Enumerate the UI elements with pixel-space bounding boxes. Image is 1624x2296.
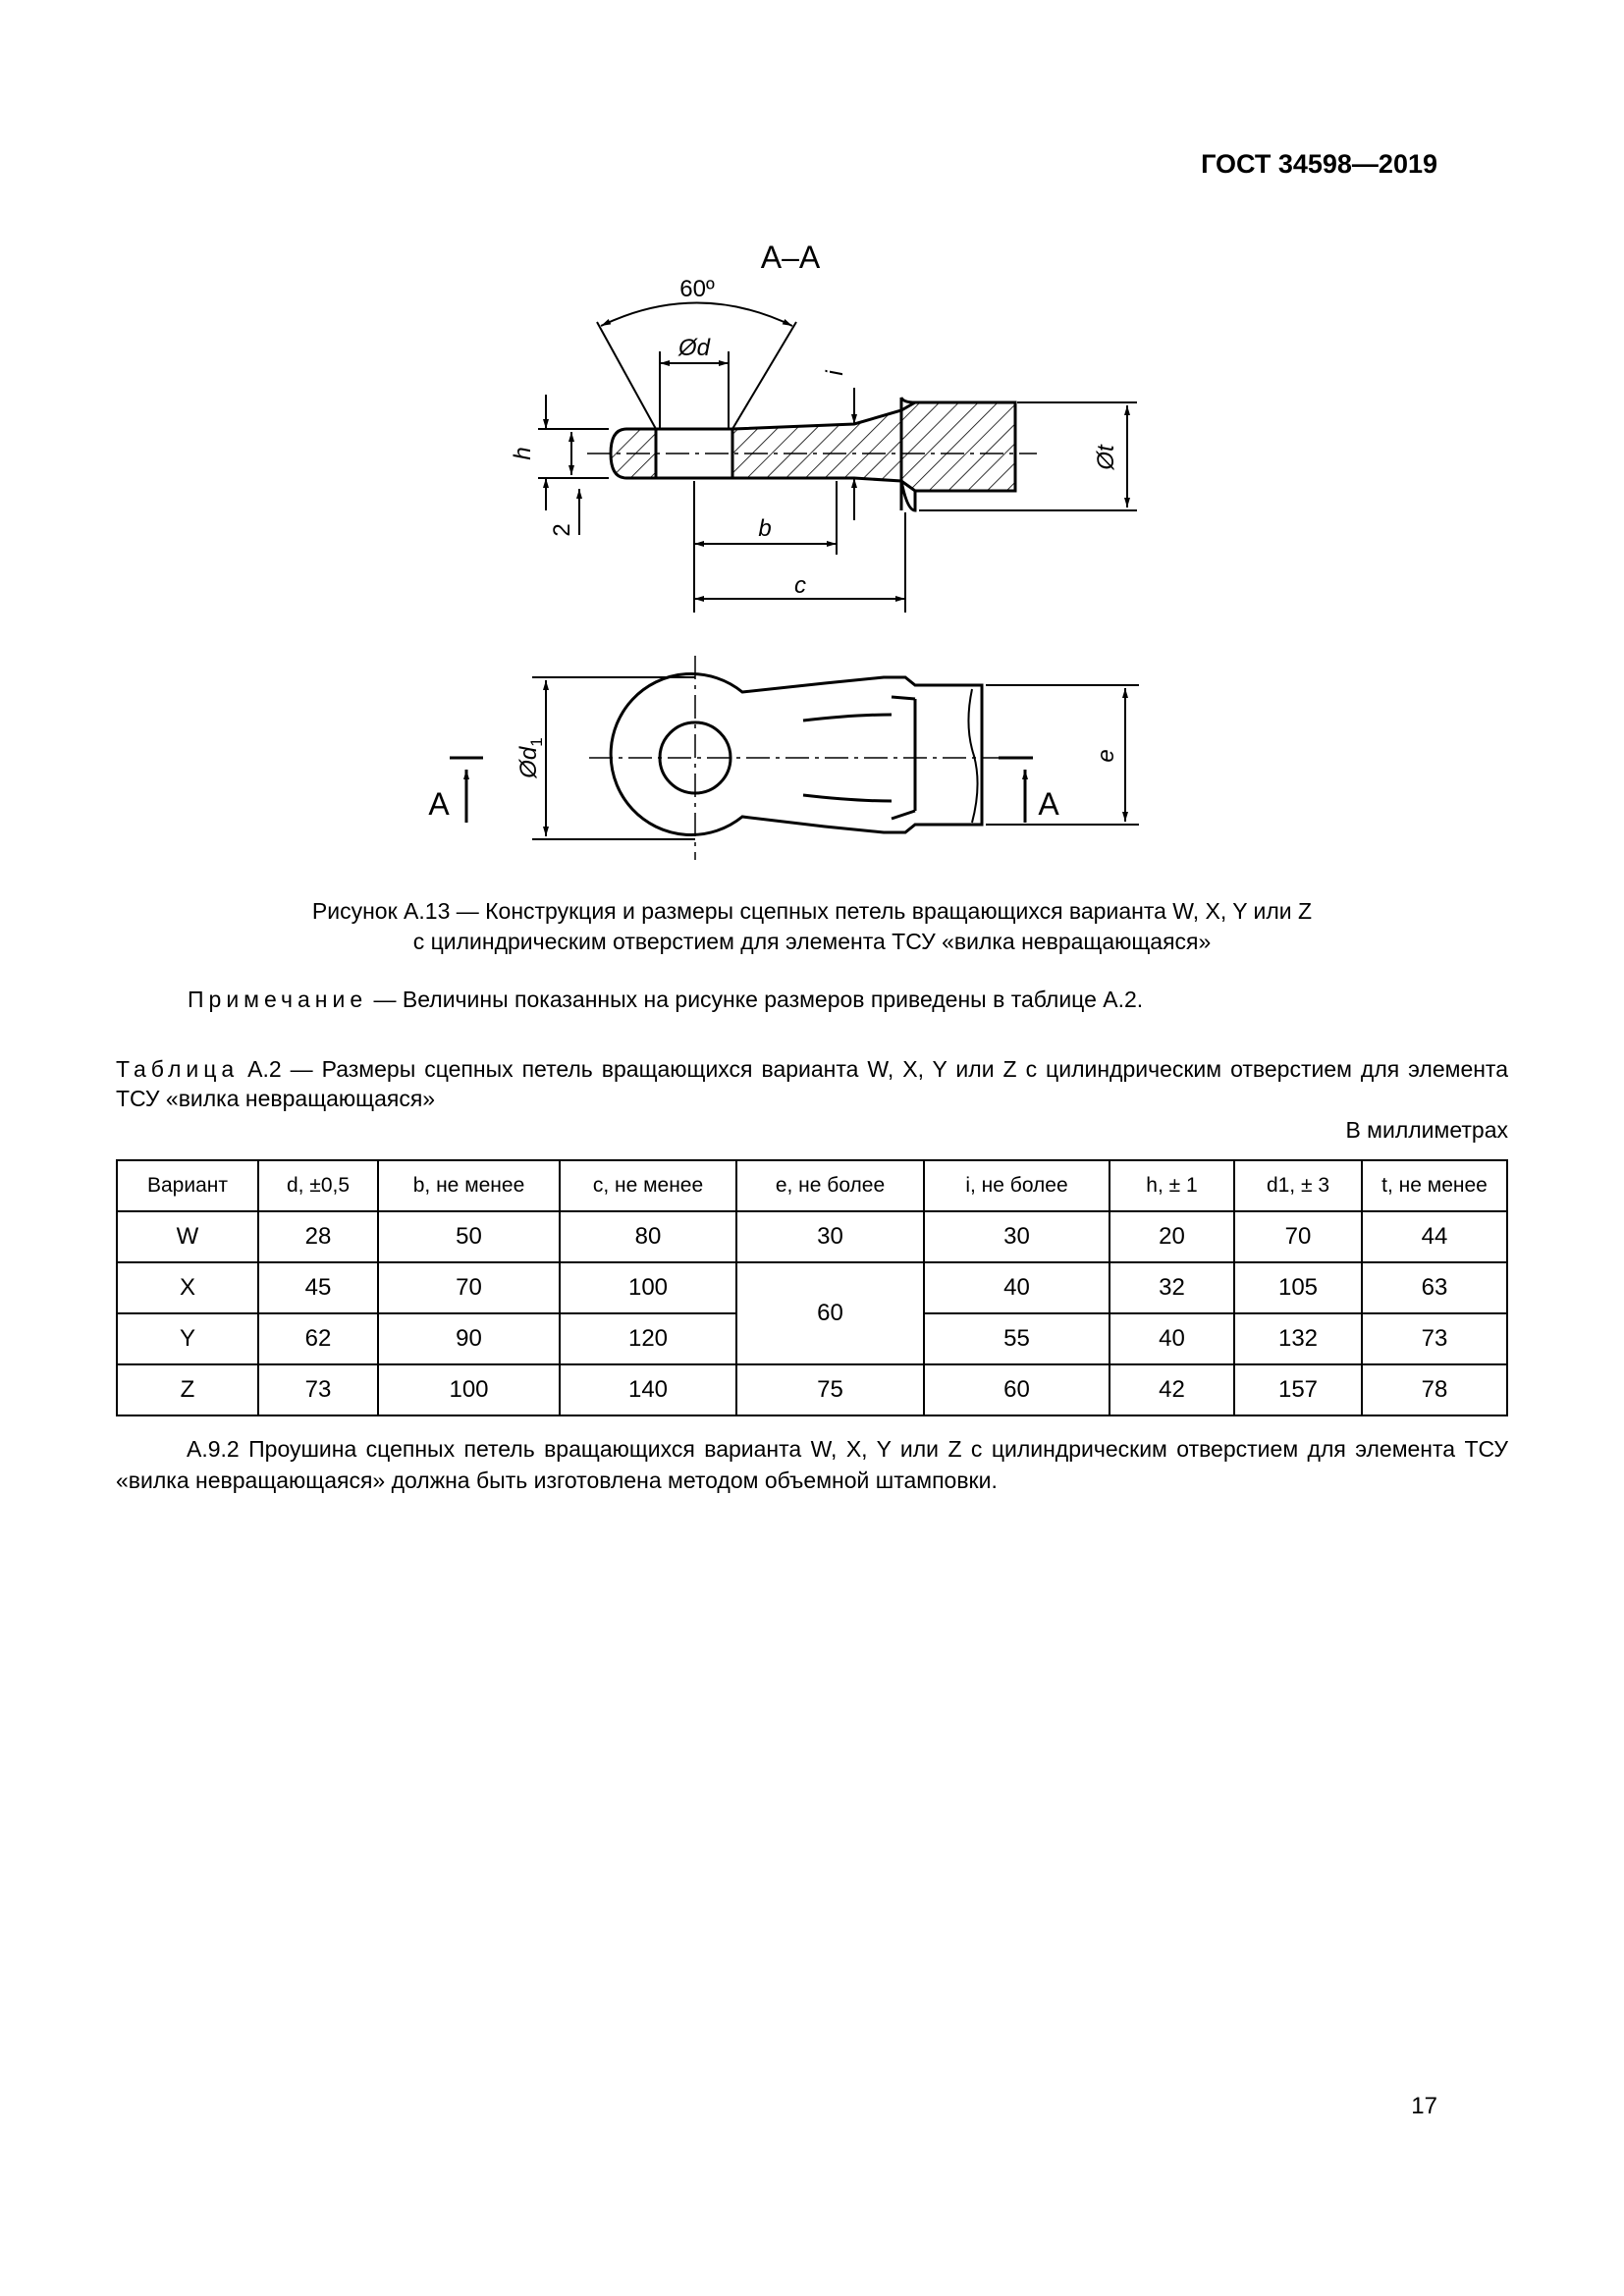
plan-view — [611, 674, 982, 835]
eye-label — [515, 737, 546, 778]
header-h: h, ± 1 — [1110, 1160, 1234, 1211]
table-cell-merged: 60 — [736, 1262, 924, 1364]
table-cell: X — [117, 1262, 258, 1313]
header-d1: d1, ± 3 — [1234, 1160, 1362, 1211]
table-cell: 73 — [1362, 1313, 1507, 1364]
header-variant: Вариант — [117, 1160, 258, 1211]
table-cell: 63 — [1362, 1262, 1507, 1313]
header-c: c, не менее — [560, 1160, 736, 1211]
width-label: e — [1093, 749, 1119, 763]
table-cell: 157 — [1234, 1364, 1362, 1415]
header-d: d, ±0,5 — [258, 1160, 378, 1211]
table-cell: 20 — [1110, 1211, 1234, 1262]
table-title-text: А.2 — Размеры сцепных петель вращающихся варианта W, X, Y или Z с цилиндрическим отверстием для элемента ТСУ «вилка невращающаяся» — [116, 1056, 1508, 1111]
table-cell: 120 — [560, 1313, 736, 1364]
table-cell: 70 — [1234, 1211, 1362, 1262]
table-cell: 100 — [560, 1262, 736, 1313]
table-cell: 40 — [924, 1262, 1110, 1313]
section-mark-left-label: А — [428, 786, 450, 822]
table-cell: 42 — [1110, 1364, 1234, 1415]
section-mark-right-label: А — [1038, 786, 1059, 822]
table-cell: 30 — [924, 1211, 1110, 1262]
table-cell: 28 — [258, 1211, 378, 1262]
table-cell: 50 — [378, 1211, 560, 1262]
table-cell: 60 — [924, 1364, 1110, 1415]
table-cell: 30 — [736, 1211, 924, 1262]
table-cell: 73 — [258, 1364, 378, 1415]
table-cell: 75 — [736, 1364, 924, 1415]
table-cell: Z — [117, 1364, 258, 1415]
section-mark-left — [450, 758, 483, 823]
clause-a-9-2: А.9.2 Проушина сцепных петель вращающихся варианта W, X, Y или Z с цилиндрическим отверстием для элемента ТСУ «вилка невращающаяся» должна быть изготовлена методом объемной штамповки. — [116, 1436, 1508, 1493]
length-c-label: c — [794, 572, 806, 599]
table-units: В миллиметрах — [1345, 1117, 1508, 1143]
shank-label: Øt — [1093, 445, 1119, 470]
header-i: i, не более — [924, 1160, 1110, 1211]
table-cell: 62 — [258, 1313, 378, 1364]
standard-code: ГОСТ 34598—2019 — [1201, 149, 1437, 179]
table-cell: 80 — [560, 1211, 736, 1262]
section-title: А–А — [760, 240, 821, 275]
relief-label: i — [822, 370, 848, 376]
table-cell: 32 — [1110, 1262, 1234, 1313]
caption-line-1: Рисунок А.13 — Конструкция и размеры сцепных петель вращающихся варианта W, X, Y или Z — [311, 898, 1313, 924]
dimensions-table — [116, 1159, 1508, 1416]
table-title — [116, 1054, 1508, 1113]
table-cell: 55 — [924, 1313, 1110, 1364]
table-label: Таблица — [116, 1056, 240, 1082]
table-cell: 140 — [560, 1364, 736, 1415]
header-e: e, не более — [736, 1160, 924, 1211]
table-cell: W — [117, 1211, 258, 1262]
angle-dimension — [597, 303, 796, 430]
bore-dimension — [660, 351, 729, 428]
table-cell: 100 — [378, 1364, 560, 1415]
height-dimension — [538, 395, 609, 535]
figure-caption — [0, 896, 1624, 957]
length-b-label: b — [758, 515, 772, 542]
caption-line-2: с цилиндрическим отверстием для элемента ТСУ «вилка невращающаяся» — [412, 929, 1212, 954]
table-row — [117, 1364, 1507, 1415]
table-cell: 70 — [378, 1262, 560, 1313]
bore-label: Ød — [677, 335, 711, 361]
section-mark-right — [999, 758, 1033, 823]
table-cell: 90 — [378, 1313, 560, 1364]
header-b: b, не менее — [378, 1160, 560, 1211]
height-label: h — [510, 447, 536, 460]
angle-label: 60º — [679, 276, 715, 302]
svg-text:Ød1: $Ød_1$ — [515, 737, 546, 778]
table-cell: 132 — [1234, 1313, 1362, 1364]
table-cell: Y — [117, 1313, 258, 1364]
table-cell: 78 — [1362, 1364, 1507, 1415]
table-cell: 40 — [1110, 1313, 1234, 1364]
page-number: 17 — [1411, 2093, 1437, 2119]
table-cell: 44 — [1362, 1211, 1507, 1262]
table-header-row — [117, 1160, 1507, 1211]
table-cell: 45 — [258, 1262, 378, 1313]
note-text: — Величины показанных на рисунке размеров приведены в таблице А.2. — [367, 987, 1144, 1012]
table-row — [117, 1262, 1507, 1313]
header-t: t, не менее — [1362, 1160, 1507, 1211]
offset-label: 2 — [549, 523, 575, 537]
technical-drawing — [0, 0, 1624, 864]
table-row — [117, 1211, 1507, 1262]
note — [188, 987, 1143, 1013]
table-cell: 105 — [1234, 1262, 1362, 1313]
note-label: Примечание — [188, 987, 368, 1012]
